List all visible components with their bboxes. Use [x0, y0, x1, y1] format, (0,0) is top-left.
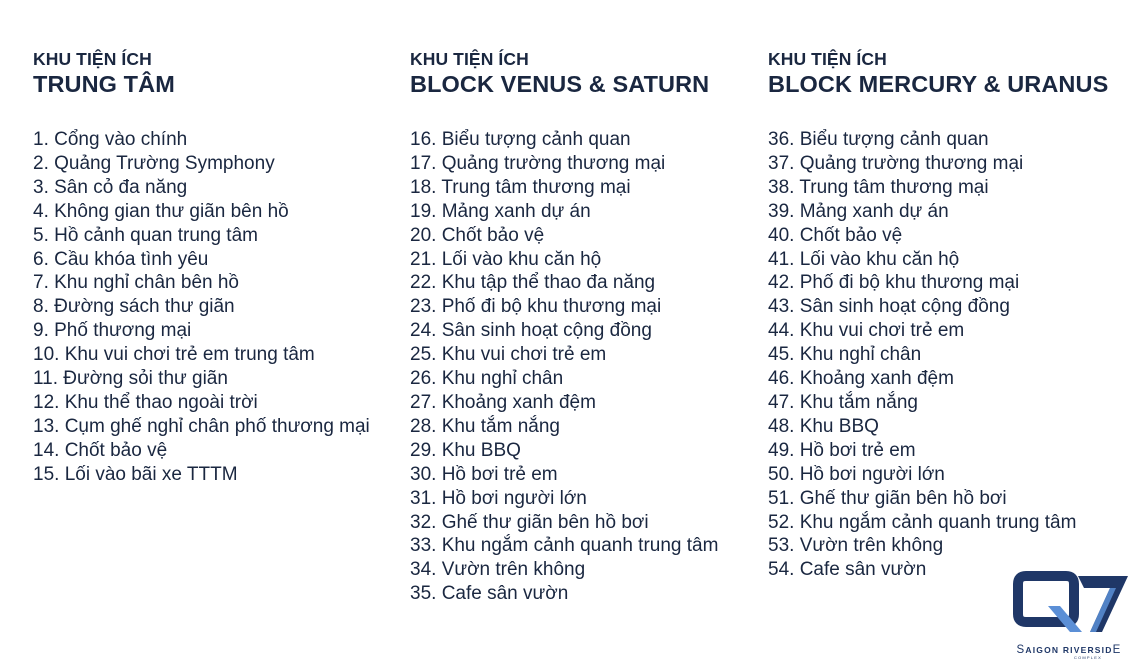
q7-logo-mark-icon — [1004, 570, 1134, 642]
amenity-item: 44. Khu vui chơi trẻ em — [768, 320, 965, 342]
amenity-item: 22. Khu tập thể thao đa năng — [410, 272, 656, 294]
amenity-item: 14. Chốt bảo vệ — [33, 439, 168, 461]
column-subtitle: KHU TIỆN ÍCH — [768, 49, 887, 69]
amenity-item: 38. Trung tâm thương mại — [768, 176, 989, 198]
amenity-item: 42. Phố đi bộ khu thương mại — [768, 272, 1020, 294]
column-title: BLOCK VENUS & SATURN — [410, 71, 710, 97]
amenity-item: 30. Hồ bơi trẻ em — [410, 463, 558, 485]
amenity-item: 29. Khu BBQ — [410, 439, 521, 461]
amenity-item: 27. Khoảng xanh đệm — [410, 391, 596, 413]
amenity-item: 36. Biểu tượng cảnh quan — [768, 129, 989, 150]
amenity-item: 31. Hồ bơi người lớn — [410, 487, 587, 509]
amenity-item: 1. Cổng vào chính — [33, 129, 188, 150]
column-title: BLOCK MERCURY & URANUS — [768, 71, 1109, 97]
amenity-item: 26. Khu nghỉ chân — [410, 368, 564, 390]
amenity-item: 45. Khu nghỉ chân — [768, 344, 922, 366]
amenity-item: 18. Trung tâm thương mại — [410, 176, 631, 198]
amenity-item: 8. Đường sách thư giãn — [33, 296, 235, 318]
amenity-item: 40. Chốt bảo vệ — [768, 224, 903, 246]
amenity-item: 43. Sân sinh hoạt cộng đồng — [768, 296, 1010, 318]
amenity-item: 19. Mảng xanh dự án — [410, 200, 591, 222]
amenity-item: 9. Phố thương mại — [33, 320, 192, 342]
amenity-item: 47. Khu tắm nắng — [768, 391, 918, 413]
amenity-column-mercury-uranus — [768, 48, 1138, 582]
amenity-item: 17. Quảng trường thương mại — [410, 152, 666, 174]
amenity-item: 32. Ghế thư giãn bên hồ bơi — [410, 511, 649, 533]
amenity-item: 48. Khu BBQ — [768, 415, 879, 437]
amenity-item: 21. Lối vào khu căn hộ — [410, 248, 602, 270]
amenity-list — [410, 128, 760, 606]
amenity-column-venus-saturn — [410, 48, 760, 606]
amenity-item: 6. Cầu khóa tình yêu — [33, 248, 209, 270]
saigon-riverside-logo — [1004, 570, 1134, 662]
amenity-item: 7. Khu nghỉ chân bên hồ — [33, 272, 240, 294]
logo-subtext: COMPLEX — [1074, 655, 1102, 660]
amenity-item: 49. Hồ bơi trẻ em — [768, 439, 916, 461]
amenity-item: 50. Hồ bơi người lớn — [768, 463, 945, 485]
amenity-item: 35. Cafe sân vườn — [410, 583, 569, 605]
amenity-item: 3. Sân cỏ đa năng — [33, 176, 188, 198]
amenity-item: 13. Cụm ghế nghỉ chân phố thương mại — [33, 415, 370, 437]
amenity-item: 5. Hồ cảnh quan trung tâm — [33, 224, 258, 246]
amenity-item: 53. Vườn trên không — [768, 535, 944, 557]
amenity-item: 54. Cafe sân vườn — [768, 559, 927, 581]
amenity-item: 25. Khu vui chơi trẻ em — [410, 344, 607, 366]
amenity-list — [33, 128, 403, 487]
amenity-item: 52. Khu ngắm cảnh quanh trung tâm — [768, 511, 1077, 533]
amenity-item: 11. Đường sỏi thư giãn — [33, 368, 228, 390]
amenity-item: 20. Chốt bảo vệ — [410, 224, 545, 246]
column-subtitle: KHU TIỆN ÍCH — [33, 49, 152, 69]
amenity-item: 23. Phố đi bộ khu thương mại — [410, 296, 662, 318]
amenity-item: 12. Khu thể thao ngoài trời — [33, 391, 258, 413]
amenity-item: 2. Quảng Trường Symphony — [33, 152, 275, 174]
amenity-item: 15. Lối vào bãi xe TTTM — [33, 463, 238, 485]
logo-wordmark-middle: AIGON RIVERSID — [1025, 645, 1113, 655]
amenity-item: 24. Sân sinh hoạt cộng đồng — [410, 320, 652, 342]
amenity-list — [768, 128, 1138, 582]
column-title: TRUNG TÂM — [33, 71, 175, 97]
amenity-item: 39. Mảng xanh dự án — [768, 200, 949, 222]
amenity-item: 16. Biểu tượng cảnh quan — [410, 129, 631, 150]
amenity-item: 37. Quảng trường thương mại — [768, 152, 1024, 174]
amenity-item: 46. Khoảng xanh đệm — [768, 368, 954, 390]
amenity-item: 28. Khu tắm nắng — [410, 415, 560, 437]
amenity-column-central — [33, 48, 403, 487]
amenity-item: 4. Không gian thư giãn bên hồ — [33, 200, 289, 222]
amenity-item: 34. Vườn trên không — [410, 559, 586, 581]
logo-wordmark: SAIGON RIVERSIDE — [1016, 644, 1122, 656]
amenity-item: 41. Lối vào khu căn hộ — [768, 248, 960, 270]
amenity-item: 51. Ghế thư giãn bên hồ bơi — [768, 487, 1007, 509]
amenity-item: 33. Khu ngắm cảnh quanh trung tâm — [410, 535, 719, 557]
column-subtitle: KHU TIỆN ÍCH — [410, 49, 529, 69]
amenity-item: 10. Khu vui chơi trẻ em trung tâm — [33, 344, 315, 366]
